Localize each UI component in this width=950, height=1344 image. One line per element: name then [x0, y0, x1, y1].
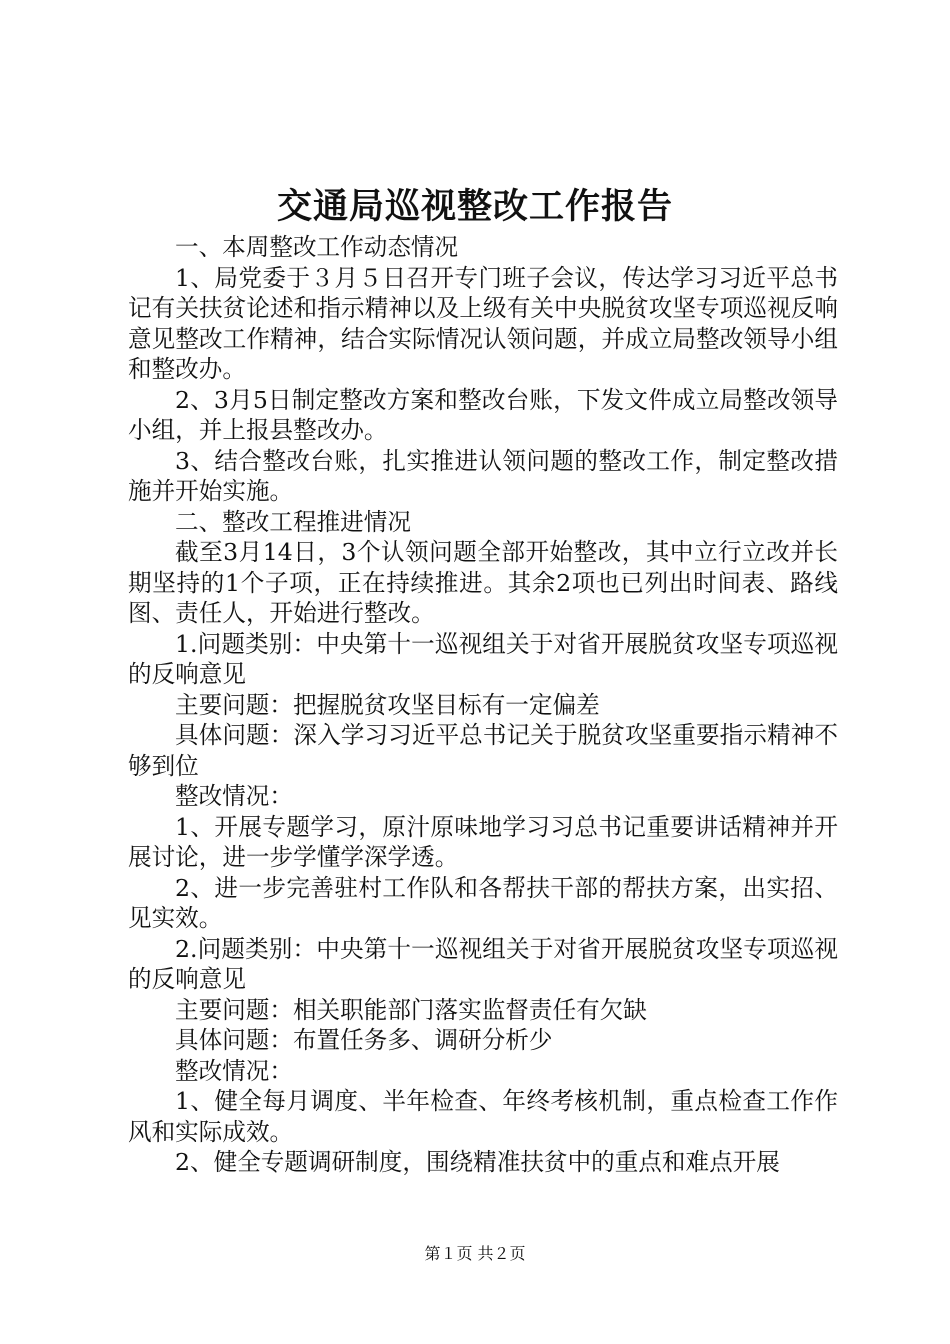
document-body — [128, 232, 838, 1178]
main-problem: 主要问题：相关职能部门落实监督责任有欠缺 — [175, 995, 647, 1024]
body-paragraph: 1、健全每月调度、半年检查、年终考核机制，重点检查工作作风和实际成效。 — [128, 1087, 838, 1146]
main-problem: 主要问题：把握脱贫攻坚目标有一定偏差 — [175, 690, 600, 719]
rectification-heading: 整改情况： — [175, 1056, 293, 1085]
page-number-footer: 第１页 共２页 — [424, 1244, 526, 1263]
document-title: 交通局巡视整改工作报告 — [276, 186, 673, 227]
body-paragraph: 1、局党委于３月５日召开专门班子会议，传达学习习近平总书记有关扶贫论述和指示精神以及上级有关中央脱贫攻坚专项巡视反响意见整改工作精神，结合实际情况认领问题，并成立局整改领导小组和整改办。 — [128, 263, 838, 383]
problem-category: 2.问题类别：中央第十一巡视组关于对省开展脱贫攻坚专项巡视的反响意见 — [128, 934, 838, 993]
body-paragraph: 2、健全专题调研制度，围绕精准扶贫中的重点和难点开展 — [175, 1148, 780, 1176]
body-paragraph: 截至3月14日，3个认领问题全部开始整改，其中立行立改并长期坚持的1个子项，正在持续推进。其余2项也已列出时间表、路线图、责任人，开始进行整改。 — [128, 538, 838, 627]
section-heading: 一、本周整改工作动态情况 — [175, 233, 459, 261]
body-paragraph: 2、进一步完善驻村工作队和各帮扶干部的帮扶方案，出实招、见实效。 — [128, 873, 838, 932]
body-paragraph: 3、结合整改台账，扎实推进认领问题的整改工作，制定整改措施并开始实施。 — [128, 446, 838, 505]
specific-problem: 具体问题：布置任务多、调研分析少 — [175, 1026, 553, 1054]
rectification-heading: 整改情况： — [175, 782, 293, 810]
specific-problem: 具体问题：深入学习习近平总书记关于脱贫攻坚重要指示精神不够到位 — [128, 721, 838, 780]
problem-category: 1.问题类别：中央第十一巡视组关于对省开展脱贫攻坚专项巡视的反响意见 — [128, 629, 838, 688]
body-paragraph: 1、开展专题学习，原汁原味地学习习总书记重要讲话精神并开展讨论，进一步学懂学深学透。 — [128, 812, 838, 871]
body-paragraph: 2、3月5日制定整改方案和整改台账，下发文件成立局整改领导小组，并上报县整改办。 — [128, 385, 838, 444]
section-heading: 二、整改工程推进情况 — [175, 507, 411, 536]
